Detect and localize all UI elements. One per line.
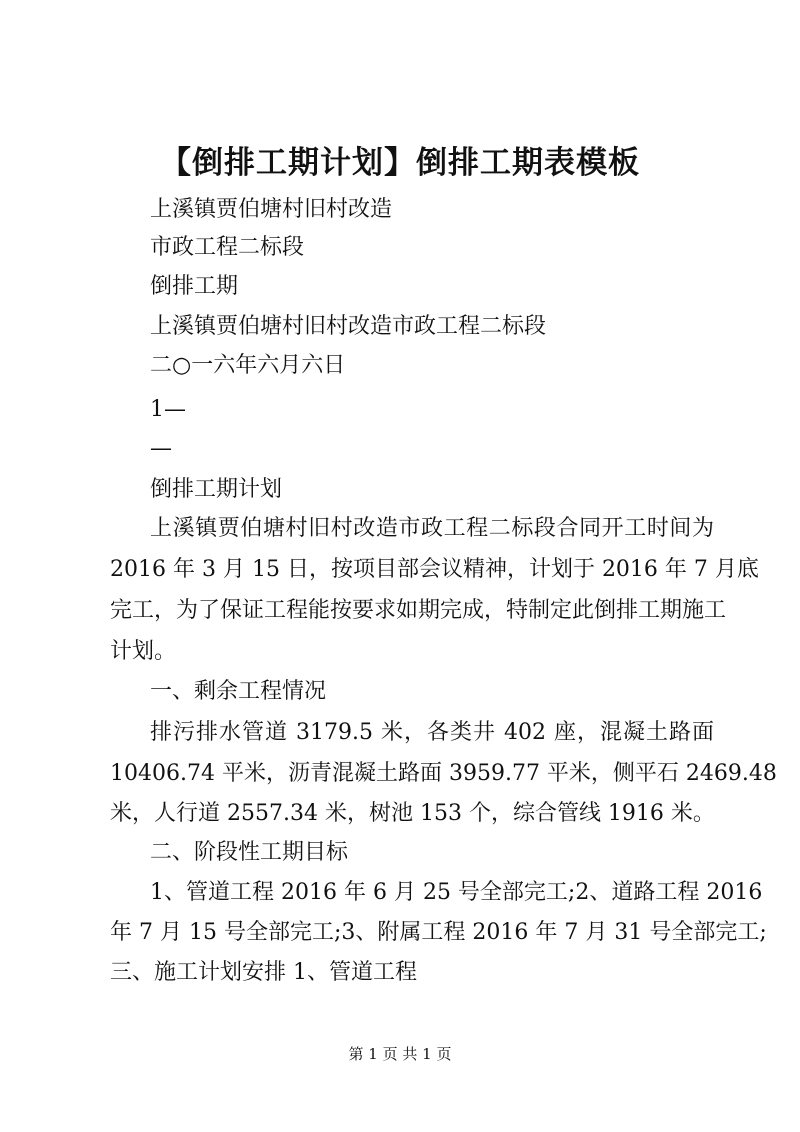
document-title: 【倒排工期计划】倒排工期表模板 bbox=[160, 145, 640, 181]
cover-line-page-mark: 1— bbox=[150, 397, 186, 422]
paragraph-line: 2016 年 3 月 15 日，按项目部会议精神，计划于 2016 年 7 月底 bbox=[110, 557, 759, 582]
cover-line-section: 市政工程二标段 bbox=[150, 235, 305, 260]
paragraph-line: 计划。 bbox=[110, 639, 177, 664]
paragraph-line: 三、施工计划安排 1、管道工程 bbox=[110, 960, 417, 985]
page-indicator: 第 1 页 共 1 页 bbox=[348, 1045, 452, 1063]
cover-line-dash: — bbox=[150, 436, 172, 461]
paragraph-line: 年 7 月 15 号全部完工;3、附属工程 2016 年 7 月 31 号全部完工; bbox=[110, 920, 767, 945]
paragraph-line: 10406.74 平米，沥青混凝土路面 3959.77 平米，侧平石 2469.48 bbox=[110, 761, 777, 786]
paragraph-line: 上溪镇贾伯塘村旧村改造市政工程二标段合同开工时间为 bbox=[150, 516, 714, 541]
paragraph-line: 米，人行道 2557.34 米，树池 153 个，综合管线 1916 米。 bbox=[110, 801, 715, 826]
cover-line-full-name: 上溪镇贾伯塘村旧村改造市政工程二标段 bbox=[150, 314, 547, 339]
section-heading-remaining: 一、剩余工程情况 bbox=[150, 679, 327, 704]
cover-line-project: 上溪镇贾伯塘村旧村改造 bbox=[150, 197, 393, 222]
cover-line-schedule: 倒排工期 bbox=[150, 274, 239, 299]
section-heading-milestones: 二、阶段性工期目标 bbox=[150, 840, 349, 865]
paragraph-line: 1、管道工程 2016 年 6 月 25 号全部完工;2、道路工程 2016 bbox=[150, 880, 763, 905]
paragraph-line: 排污排水管道 3179.5 米，各类井 402 座，混凝土路面 bbox=[150, 720, 714, 745]
paragraph-line: 完工，为了保证工程能按要求如期完成，特制定此倒排工期施工 bbox=[110, 598, 727, 623]
plan-heading: 倒排工期计划 bbox=[150, 477, 283, 502]
cover-line-date: 二○一六年六月六日 bbox=[150, 353, 346, 378]
